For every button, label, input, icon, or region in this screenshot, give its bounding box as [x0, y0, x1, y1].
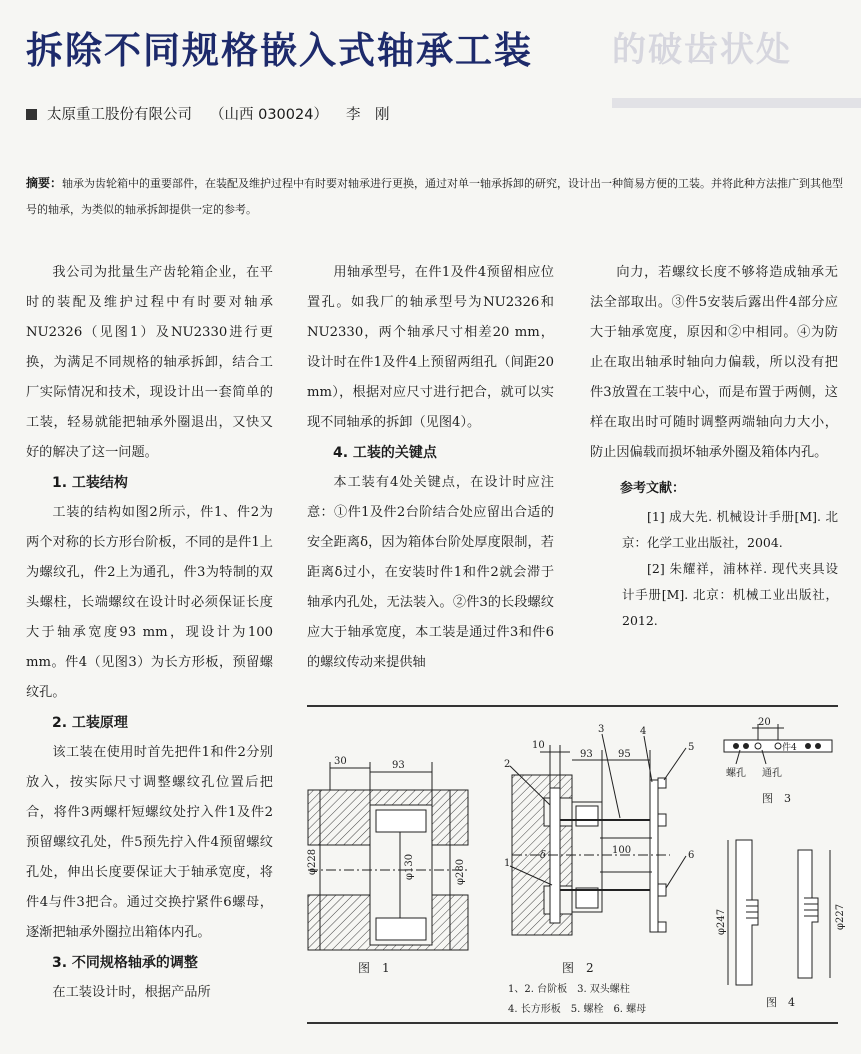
part-5-callout: 5	[688, 742, 695, 753]
part-4-label: 件4	[782, 743, 797, 753]
article-title: 拆除不同规格嵌入式轴承工装	[26, 29, 533, 72]
figure-top-rule	[307, 705, 838, 707]
rectangular-plate	[650, 780, 658, 932]
dim-d228-label: φ228	[307, 848, 318, 875]
abstract-label: 摘要：	[26, 176, 63, 190]
section-heading: 3. 不同规格轴承的调整	[52, 955, 198, 971]
figures-panel	[300, 710, 850, 1022]
dim-10-label: 10	[532, 740, 545, 751]
abstract	[26, 170, 846, 223]
plate-step-variant-b	[798, 850, 818, 978]
paragraph: 用轴承型号，在件1及件4预留相应位置孔。如我厂的轴承型号为NU2326和NU2330，两个轴承尺寸相差20 mm，设计时在件1及件4上预留两组孔（间距20 mm），根据对应尺寸进行把合，就可以实现不同轴承的拆卸（见图4）。	[307, 265, 554, 430]
figure-2-legend-line-2: 4. 长方形板 5. 螺栓 6. 螺母	[508, 1004, 647, 1015]
paragraph: 在工装设计时，根据产品所	[52, 985, 211, 1000]
dim-d247-label: φ247	[716, 908, 727, 935]
column-1	[26, 258, 273, 1008]
ghost-title: 的破齿状处	[612, 30, 792, 70]
paragraph: 该工装在使用时首先把件1和件2分别放入，按实际尺寸调整螺纹孔位置后把合，将件3两螺杆短螺纹处拧入件1及件2预留螺纹孔处，件5预先拧入件4预留螺纹孔处，伸出长度要保证大于轴承宽度，将件4与件3把合。通过交换拧紧件6螺母，逐渐把轴承外圈拉出箱体内孔。	[26, 745, 273, 940]
figure-4	[716, 840, 846, 1009]
figure-bottom-rule	[307, 1022, 838, 1024]
through-hole-label: 通孔	[762, 768, 782, 779]
figure-2-caption: 图 2	[562, 961, 594, 975]
section-heading: 1. 工装结构	[52, 475, 128, 491]
dim-d227-label: φ227	[835, 903, 846, 930]
ghost-rule	[612, 98, 861, 108]
reference-item: [1] 成大先. 机械设计手册[M]. 北京：化学工业出版社，2004.	[622, 509, 838, 550]
paragraph: 本工装有4处关键点，在设计时应注意：①件1及件2台阶结合处应留出合适的安全距离δ，因为箱体台阶处厚度限制，若距离δ过小，在安装时件1和件2就会滞于轴承内孔处，无法装入。②件3的长段螺纹应大于轴承宽度，本工装是通过件3和件6的螺纹传动来提供轴	[307, 475, 554, 670]
dim-d280-label: φ280	[455, 858, 466, 885]
part-6-callout: 6	[688, 850, 695, 861]
paragraph: 向力，若螺纹长度不够将造成轴承无法全部取出。③件5安装后露出件4部分应大于轴承宽度，原因和②中相同。④为防止在取出轴承时轴向力偏载，所以没有把件3放置在工装中心，而是布置于两侧，这样在取出时可随时调整两端轴向力大小，防止因偏载而损坏轴承外圈及箱体内孔。	[590, 265, 838, 460]
section-heading: 4. 工装的关键点	[333, 445, 437, 461]
dim-d130-label: φ130	[404, 853, 415, 880]
column-3	[590, 258, 838, 634]
abstract-text: 轴承为齿轮箱中的重要部件，在装配及维护过程中有时要对轴承进行更换，通过对单一轴承拆卸的研究，设计出一种简易方便的工装。并将此种方法推广到其他型号的轴承，为类似的轴承拆卸提供一定的参考。	[26, 177, 844, 216]
dim-95-label: 95	[618, 749, 631, 760]
figure-3-caption: 图 3	[762, 792, 791, 805]
part-1-callout: 1	[504, 858, 511, 869]
paragraph: 我公司为批量生产齿轮箱企业，在平时的装配及维护过程中有时要对轴承NU2326（见图1）及NU2330进行更换，为满足不同规格的轴承拆卸，结合工厂实际情况和技术，现设计出一套简单的工装，轻易就能把轴承外圈退出，又快又好的解决了这一问题。	[26, 265, 273, 460]
dim-93-label: 93	[580, 749, 593, 760]
delta-label: δ	[540, 850, 547, 861]
reference-item: [2] 朱耀祥，浦林祥. 现代夹具设计手册[M]. 北京：机械工业出版社，2012.	[622, 561, 838, 628]
author-location: （山西 030024）	[210, 107, 328, 123]
figure-2	[504, 724, 694, 1015]
nut-bottom	[658, 884, 666, 896]
section-heading: 2. 工装原理	[52, 715, 128, 731]
figure-1-caption: 图 1	[358, 961, 390, 975]
part-3-callout: 3	[598, 724, 605, 735]
part-4-callout: 4	[640, 726, 647, 737]
dim-93-label: 93	[392, 760, 405, 771]
figure-3	[724, 717, 832, 805]
paragraph: 工装的结构如图2所示，件1、件2为两个对称的长方形台阶板，不同的是件1上为螺纹孔，件2上为通孔，件3为特制的双头螺柱，长端螺纹在设计时必须保证长度大于轴承宽度93 mm，现设计为100 mm。件4（见图3）为长方形板，预留螺纹孔。	[26, 505, 273, 700]
part-2-callout: 2	[504, 759, 511, 770]
author-line	[26, 103, 389, 124]
author-name: 李 刚	[345, 107, 390, 123]
figure-1	[307, 756, 470, 975]
square-bullet-icon	[26, 109, 37, 120]
dim-20-label: 20	[758, 717, 771, 728]
dim-30-label: 30	[334, 756, 347, 767]
column-2	[307, 258, 554, 678]
author-org: 太原重工股份有限公司	[47, 107, 192, 123]
figure-4-caption: 图 4	[766, 996, 795, 1009]
nut-top	[658, 814, 666, 826]
references-heading: 参考文献：	[620, 481, 686, 496]
dim-100-label: 100	[612, 845, 632, 856]
thread-hole-label: 螺孔	[726, 768, 746, 779]
figure-2-legend-line-1: 1、2. 台阶板 3. 双头螺柱	[508, 984, 630, 995]
